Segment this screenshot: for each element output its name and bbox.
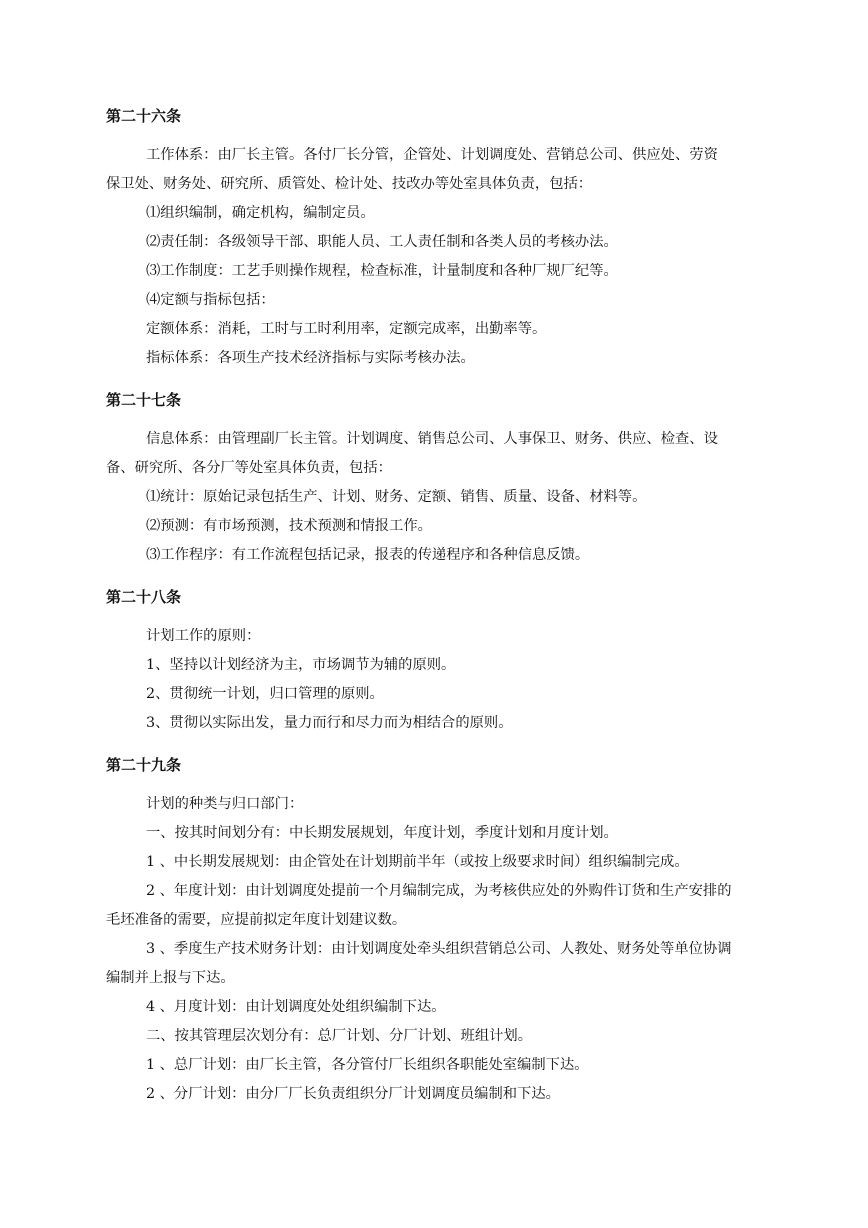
- article-26-line-3: ⑴组织编制，确定机构，编制定员。: [146, 205, 375, 221]
- article-29-line-8: 4 、月度计划：由计划调度处处组织编制下达。: [146, 999, 446, 1015]
- article-29-line-5: 毛坯准备的需要，应提前拟定年度计划建议数。: [106, 912, 407, 928]
- article-28-line-2: 1、坚持以计划经济为主，市场调节为辅的原则。: [146, 657, 456, 673]
- article-29-line-9: 二、按其管理层次划分有：总厂计划、分厂计划、班组计划。: [146, 1028, 533, 1044]
- article-27-line-3: ⑴统计：原始记录包括生产、计划、财务、定额、销售、质量、设备、材料等。: [146, 489, 647, 505]
- article-26-line-6: ⑷定额与指标包括：: [146, 292, 275, 308]
- article-26-line-4: ⑵责任制：各级领导干部、职能人员、工人责任制和各类人员的考核办法。: [146, 234, 618, 250]
- article-27-line-2: 备、研究所、各分厂等处室具体负责，包括：: [106, 460, 392, 476]
- article-29-line-11: 2 、分厂计划：由分厂厂长负责组织分厂计划调度员编制和下达。: [146, 1086, 560, 1102]
- article-26-line-5: ⑶工作制度：工艺手则操作规程，检查标准，计量制度和各种厂规厂纪等。: [146, 263, 618, 279]
- article-27-line-1: 信息体系：由管理副厂长主管。计划调度、销售总公司、人事保卫、财务、供应、检查、设: [146, 431, 718, 447]
- article-26-heading: 第二十六条: [106, 107, 182, 125]
- article-26-line-8: 指标体系：各项生产技术经济指标与实际考核办法。: [146, 350, 475, 366]
- article-29-line-1: 计划的种类与归口部门：: [146, 796, 304, 812]
- article-28-line-1: 计划工作的原则：: [146, 628, 261, 644]
- article-26-line-1: 工作体系：由厂长主管。各付厂长分管，企管处、计划调度处、营销总公司、供应处、劳资: [146, 147, 718, 163]
- article-27-line-4: ⑵预测：有市场预测，技术预测和情报工作。: [146, 518, 432, 534]
- article-29-heading: 第二十九条: [106, 756, 182, 774]
- article-27-heading: 第二十七条: [106, 391, 182, 409]
- article-29-line-4: 2 、年度计划：由计划调度处提前一个月编制完成，为考核供应处的外购件订货和生产安排的: [146, 883, 732, 899]
- article-28-heading: 第二十八条: [106, 588, 182, 606]
- article-29-line-10: 1 、总厂计划：由厂长主管，各分管付厂长组织各职能处室编制下达。: [146, 1057, 589, 1073]
- article-29-line-3: 1 、中长期发展规划：由企管处在计划期前半年（或按上级要求时间）组织编制完成。: [146, 854, 689, 870]
- article-29-line-7: 编制并上报与下达。: [106, 970, 235, 986]
- article-28-line-4: 3、贯彻以实际出发，量力而行和尽力而为相结合的原则。: [146, 715, 513, 731]
- article-26-line-7: 定额体系：消耗，工时与工时利用率，定额完成率，出勤率等。: [146, 321, 547, 337]
- article-26-line-2: 保卫处、财务处、研究所、质管处、检计处、技改办等处室具体负责，包括：: [106, 176, 593, 192]
- article-29-line-6: 3 、季度生产技术财务计划：由计划调度处牵头组织营销总公司、人教处、财务处等单位协调: [146, 941, 732, 957]
- article-29-line-2: 一、按其时间划分有：中长期发展规划，年度计划，季度计划和月度计划。: [146, 825, 618, 841]
- article-28-line-3: 2、贯彻统一计划，归口管理的原则。: [146, 686, 384, 702]
- article-27-line-5: ⑶工作程序：有工作流程包括记录，报表的传递程序和各种信息反馈。: [146, 547, 590, 563]
